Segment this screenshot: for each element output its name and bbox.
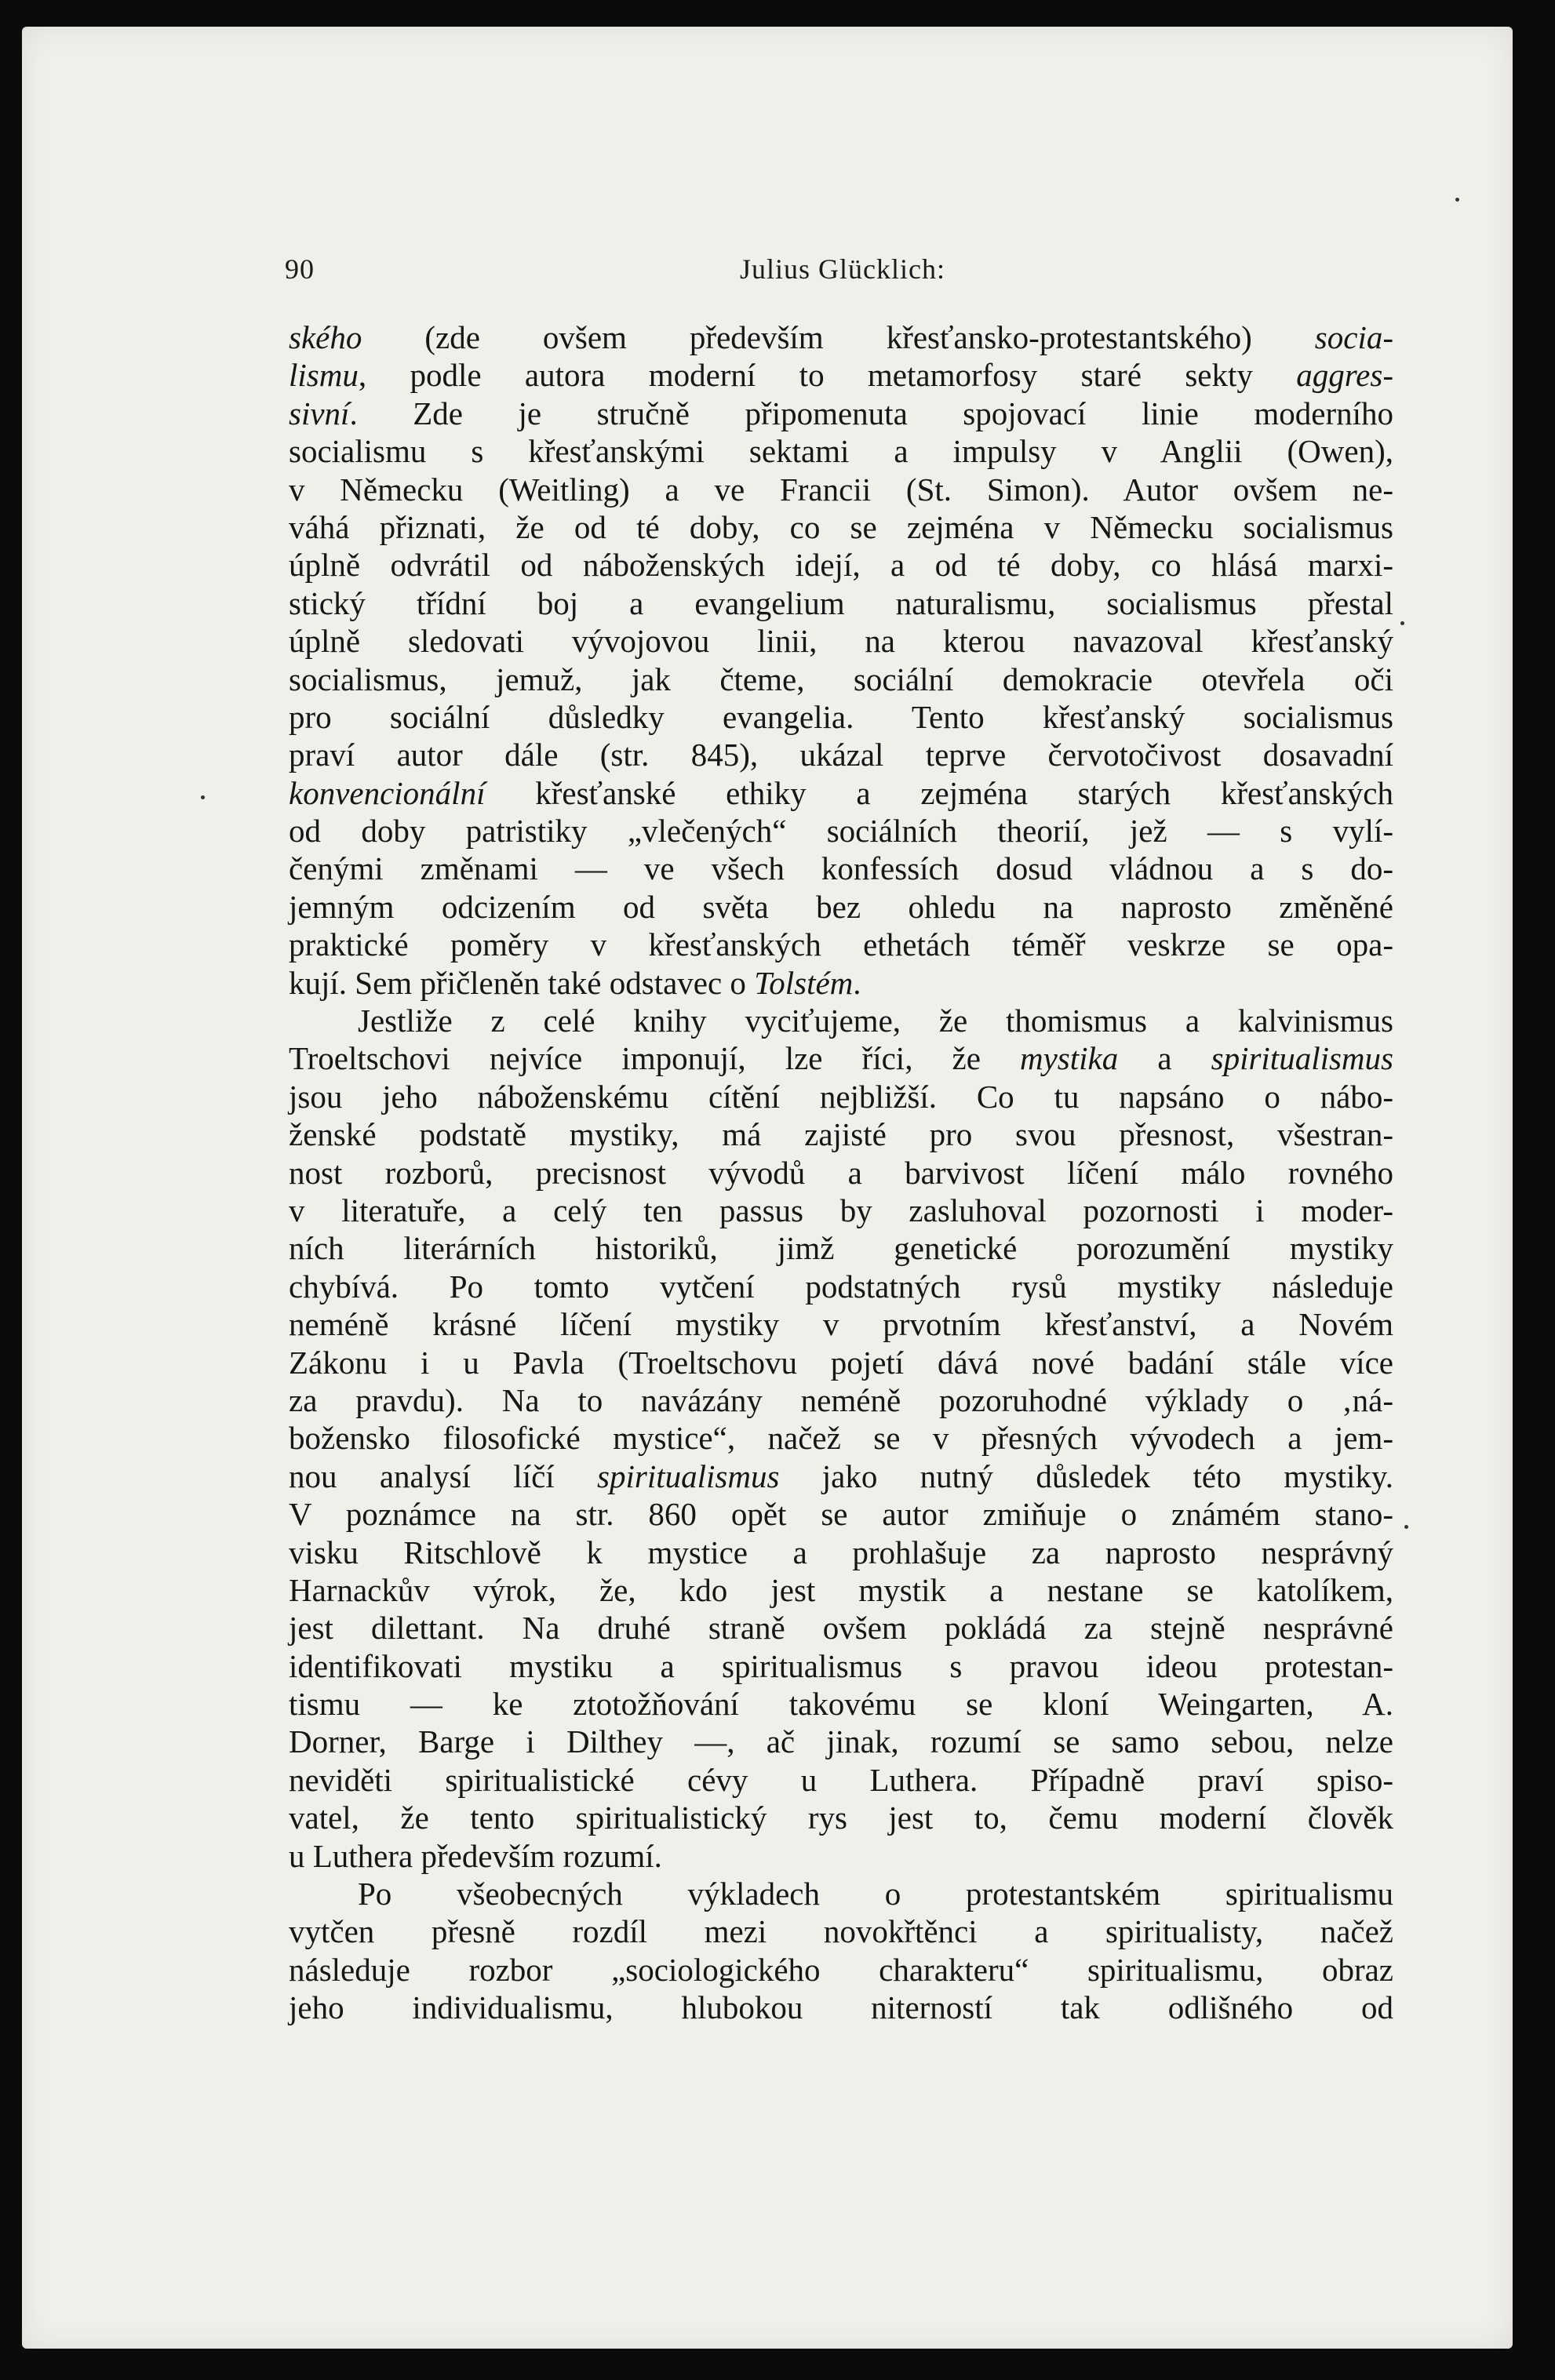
text-line: za pravdu). Na to navázány neméně pozoruhodné výklady o ‚ná-	[289, 1381, 1393, 1418]
text-line: v literatuře, a celý ten passus by zasluhoval pozornosti i moder-	[289, 1192, 1393, 1228]
text-line: V poznámce na str. 860 opět se autor zmiňuje o známém stano-	[289, 1496, 1393, 1533]
text-line: váhá přiznati, že od té doby, co se zejména v Německu socialismus	[289, 508, 1393, 545]
text-line: pro sociální důsledky evangelia. Tento křesťanský socialismus	[289, 698, 1393, 735]
scan-speck	[1455, 198, 1459, 202]
text-line: vatel, že tento spiritualistický rys jest to, čemu moderní člověk	[289, 1800, 1393, 1836]
text-line: neméně krásné líčení mystiky v prvotním křesťanství, a Novém	[289, 1306, 1393, 1343]
text-line: úplně odvrátil od náboženských idejí, a od té doby, co hlásá marxi-	[289, 547, 1393, 584]
scan-speck	[1404, 1525, 1408, 1529]
scan-speck	[1400, 621, 1404, 625]
text-line: neviděti spiritualistické cévy u Luthera. Případně praví spiso-	[289, 1761, 1393, 1798]
text-line: jsou jeho náboženskému cítění nejbližší. Co tu napsáno o nábo-	[289, 1078, 1393, 1115]
page-header	[285, 253, 1391, 292]
text-line: konvencionální křesťanské ethiky a zejména starých křesťanských	[289, 774, 1393, 811]
text-line: Troeltschovi nejvíce imponují, lze říci, že mystika a spiritualismus	[289, 1040, 1393, 1077]
text-line: Dorner, Barge i Dilthey —, ač jinak, rozumí se samo sebou, nelze	[289, 1723, 1393, 1760]
text-line: ského (zde ovšem především křesťansko-protestantského) socia-	[289, 319, 1393, 355]
text-line: socialismu s křesťanskými sektami a impulsy v Anglii (Owen),	[289, 433, 1393, 470]
text-line: jeho individualismu, hlubokou niterností tak odlišného od	[289, 1989, 1393, 2026]
text-line: chybívá. Po tomto vytčení podstatných rysů mystiky následuje	[289, 1268, 1393, 1305]
text-line: boženskо filosofické mystice“, načež se v přesných vývodech a jem-	[289, 1420, 1393, 1457]
text-line: v Německu (Weitling) a ve Francii (St. Simon). Autor ovšem ne-	[289, 471, 1393, 508]
text-line: čenými změnami — ve všech konfessích dosud vládnou a s do-	[289, 850, 1393, 887]
text-line: praví autor dále (str. 845), ukázal teprve červotočivost dosavadní	[289, 737, 1393, 773]
text-line: jemným odcizením od světa bez ohledu na naprosto změněné	[289, 888, 1393, 925]
body-text	[289, 318, 1393, 2027]
text-line: následuje rozbor „sociologického charakteru“ spiritualismu, obraz	[289, 1951, 1393, 1988]
text-line: vytčen přesně rozdíl mezi novokřtěnci a spiritualisty, načež	[289, 1913, 1393, 1950]
text-line: nost rozborů, precisnost vývodů a barvivost líčení málo rovného	[289, 1154, 1393, 1191]
text-line: sivní. Zde je stručně připomenuta spojovací linie moderního	[289, 395, 1393, 431]
text-line: od doby patristiky „vlečených“ sociálních theorií, jež — s vylí-	[289, 813, 1393, 850]
book-page	[22, 27, 1513, 2349]
text-line: Harnackův výrok, že, kdo jest mystik a nestane se katolíkem,	[289, 1571, 1393, 1608]
text-line: kují. Sem přičleněn také odstavec o Tolstém.	[289, 964, 861, 1001]
text-line: tismu — ke ztotožňování takovému se kloní Weingarten, A.	[289, 1686, 1393, 1723]
text-line: ženské podstatě mystiky, má zajisté pro svou přesnost, všestran-	[289, 1116, 1393, 1153]
text-line: Jestliže z celé knihy vyciťujeme, že thomismus a kalvinismus	[358, 1003, 1393, 1039]
text-line: ních literárních historiků, jimž genetické porozumění mystiky	[289, 1230, 1393, 1267]
text-line: u Luthera především rozumí.	[289, 1837, 662, 1874]
text-line: nou analysí líčí spiritualismus jako nutný důsledek této mystiky.	[289, 1457, 1393, 1494]
text-line: jest dilettant. Na druhé straně ovšem pokládá za stejně nesprávné	[289, 1610, 1393, 1647]
text-line: stický třídní boj a evangelium naturalismu, socialismus přestal	[289, 584, 1393, 621]
running-head: Julius Glücklich:	[740, 253, 945, 285]
scan-speck	[201, 795, 205, 799]
text-line: lismu, podle autora moderní to metamorfosy staré sekty aggres-	[289, 357, 1393, 394]
text-line: Po všeobecných výkladech o protestantském spiritualismu	[358, 1876, 1393, 1912]
text-line: identifikovati mystiku a spiritualismus s pravou ideou protestan-	[289, 1647, 1393, 1684]
text-line: Zákonu i u Pavla (Troeltschovu pojetí dává nové badání stále více	[289, 1344, 1393, 1381]
text-line: socialismus, jemuž, jak čteme, sociální demokracie otevřela oči	[289, 661, 1393, 697]
text-line: praktické poměry v křesťanských ethetách téměř veskrze se opa-	[289, 926, 1393, 963]
text-line: visku Ritschlově k mystice a prohlašuje za naprosto nesprávný	[289, 1534, 1393, 1570]
text-line: úplně sledovati vývojovou linii, na kterou navazoval křesťanský	[289, 623, 1393, 660]
page-number: 90	[285, 253, 315, 285]
